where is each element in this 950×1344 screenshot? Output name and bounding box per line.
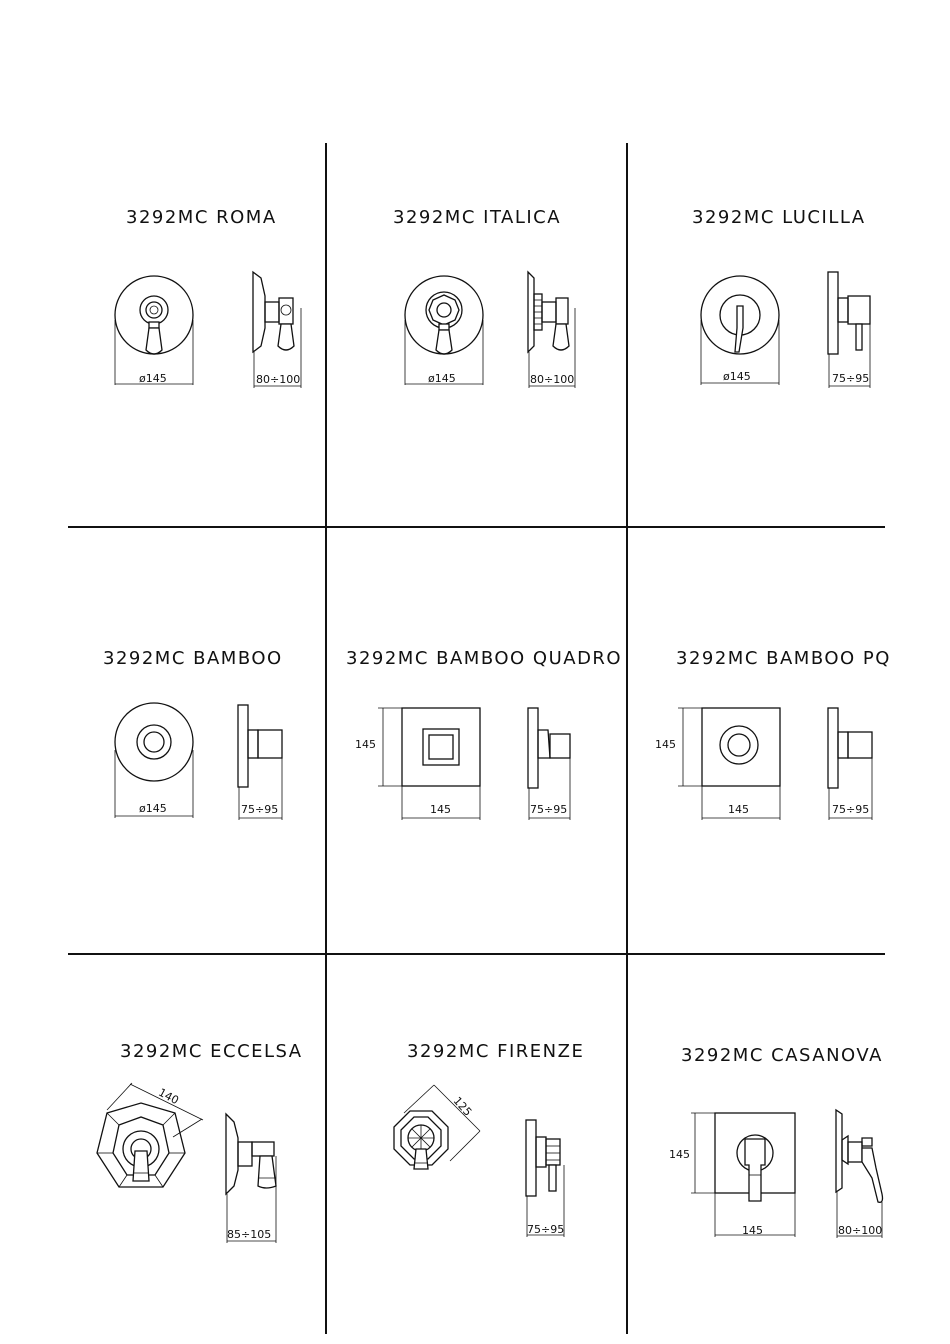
roma-depth-dim: 80÷100 <box>256 373 301 386</box>
eccelsa-depth-dim: 85÷105 <box>227 1228 272 1241</box>
roma-front-view <box>100 260 210 390</box>
bamboo-quadro-depth-dim: 75÷95 <box>530 803 568 816</box>
product-title-italica: 3292MC ITALICA <box>393 207 562 228</box>
italica-diameter-dim: ø145 <box>428 372 456 385</box>
product-title-bamboo-quadro: 3292MC BAMBOO QUADRO <box>346 648 623 669</box>
bamboo-pq-height-dim: 145 <box>655 738 676 751</box>
product-title-firenze: 3292MC FIRENZE <box>407 1041 585 1062</box>
firenze-front-view <box>368 1075 493 1200</box>
casanova-side-view <box>828 1108 893 1240</box>
lucilla-diameter-dim: ø145 <box>723 370 751 383</box>
bamboo-quadro-front-view <box>350 700 490 825</box>
eccelsa-front-view <box>85 1075 210 1200</box>
product-title-lucilla: 3292MC LUCILLA <box>692 207 866 228</box>
lucilla-depth-dim: 75÷95 <box>832 372 870 385</box>
firenze-depth-dim: 75÷95 <box>527 1223 565 1236</box>
firenze-width-dim: 125 <box>450 1094 475 1119</box>
casanova-depth-dim: 80÷100 <box>838 1224 883 1237</box>
product-title-eccelsa: 3292MC ECCELSA <box>120 1041 303 1062</box>
casanova-front-view <box>665 1105 805 1240</box>
bamboo-diameter-dim: ø145 <box>139 802 167 815</box>
bamboo-pq-depth-dim: 75÷95 <box>832 803 870 816</box>
eccelsa-side-view <box>218 1110 293 1245</box>
bamboo-depth-dim: 75÷95 <box>241 803 279 816</box>
italica-depth-dim: 80÷100 <box>530 373 575 386</box>
product-title-casanova: 3292MC CASANOVA <box>681 1045 883 1066</box>
product-title-roma: 3292MC ROMA <box>126 207 277 228</box>
bamboo-quadro-height-dim: 145 <box>355 738 376 751</box>
bamboo-pq-width-dim: 145 <box>728 803 749 816</box>
product-title-bamboo-pq: 3292MC BAMBOO PQ <box>676 648 891 669</box>
casanova-height-dim: 145 <box>669 1148 690 1161</box>
italica-side-view <box>520 268 585 390</box>
bamboo-quadro-width-dim: 145 <box>430 803 451 816</box>
product-title-bamboo: 3292MC BAMBOO <box>103 648 283 669</box>
bamboo-pq-front-view <box>650 700 790 825</box>
roma-diameter-dim: ø145 <box>139 372 167 385</box>
roma-side-view <box>245 268 310 390</box>
casanova-width-dim: 145 <box>742 1224 763 1237</box>
eccelsa-width-dim: 140 <box>156 1085 181 1108</box>
italica-front-view <box>390 260 500 390</box>
